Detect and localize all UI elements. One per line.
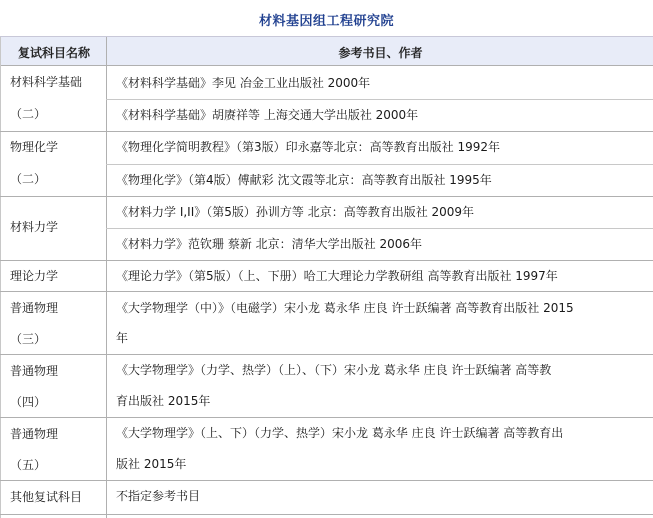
- subject-name-suffix: （三）: [10, 332, 47, 346]
- header-references: 参考书目、作者: [338, 46, 423, 60]
- table-title: 材料基因组工程研究院: [258, 14, 394, 29]
- subject-name: 材料科学基础: [10, 75, 83, 89]
- reference-book-continued: 育出版社 2015年: [116, 394, 211, 408]
- subject-name: 普通物理: [10, 364, 59, 378]
- reference-book-continued: 版社 2015年: [116, 457, 187, 471]
- reference-book-continued: 年: [116, 331, 129, 345]
- reference-book: 不指定参考书目: [116, 489, 201, 503]
- subject-name: 普通物理: [10, 301, 59, 315]
- subject-name: 理论力学: [10, 269, 59, 283]
- header-row: [0, 37, 653, 66]
- row-divider: [0, 291, 653, 292]
- reference-book: 《材料力学 I,II》（第5版）孙训方等 北京：高等教育出版社 2009年: [116, 205, 475, 219]
- reference-book: 《物理化学》（第4版）傅献彩 沈文霞等北京：高等教育出版社 1995年: [116, 173, 492, 187]
- reference-book: 《大学物理学》（力学、热学）（上）、（下）宋小龙 葛永华 庄良 许士跃编著 高等教: [116, 363, 552, 377]
- reference-book: 《材料科学基础》李见 冶金工业出版社 2000年: [116, 76, 371, 90]
- reference-book: 《物理化学简明教程》（第3版）印永嘉等北京：高等教育出版社 1992年: [116, 140, 500, 154]
- subject-name-suffix: （二）: [10, 172, 47, 186]
- reference-book: 《大学物理学》（上、下）（力学、热学）宋小龙 葛永华 庄良 许士跃编著 高等教育出: [116, 426, 564, 440]
- subject-name: 其他复试科目: [10, 490, 83, 504]
- row-divider: [0, 514, 653, 515]
- reference-book: 《理论力学》（第5版）（上、下册）哈工大理论力学教研组 高等教育出版社 1997年: [116, 269, 558, 283]
- reference-book: 《材料科学基础》胡赓祥等 上海交通大学出版社 2000年: [116, 108, 419, 122]
- column-divider: [106, 37, 107, 518]
- subject-name-suffix: （五）: [10, 458, 47, 472]
- left-border: [0, 37, 1, 518]
- subject-name: 普通物理: [10, 427, 59, 441]
- reference-book: 《材料力学》范钦珊 蔡新 北京：清华大学出版社 2006年: [116, 237, 422, 251]
- reference-book: 《大学物理学（中）》（电磁学）宋小龙 葛永华 庄良 许士跃编著 高等教育出版社 2015: [116, 301, 574, 315]
- subject-name: 物理化学: [10, 140, 59, 154]
- title-row: [0, 0, 653, 37]
- subject-name: 材料力学: [10, 220, 59, 234]
- subject-name-suffix: （四）: [10, 395, 47, 409]
- header-subject-name: 复试科目名称: [17, 46, 90, 60]
- subject-name-suffix: （二）: [10, 107, 47, 121]
